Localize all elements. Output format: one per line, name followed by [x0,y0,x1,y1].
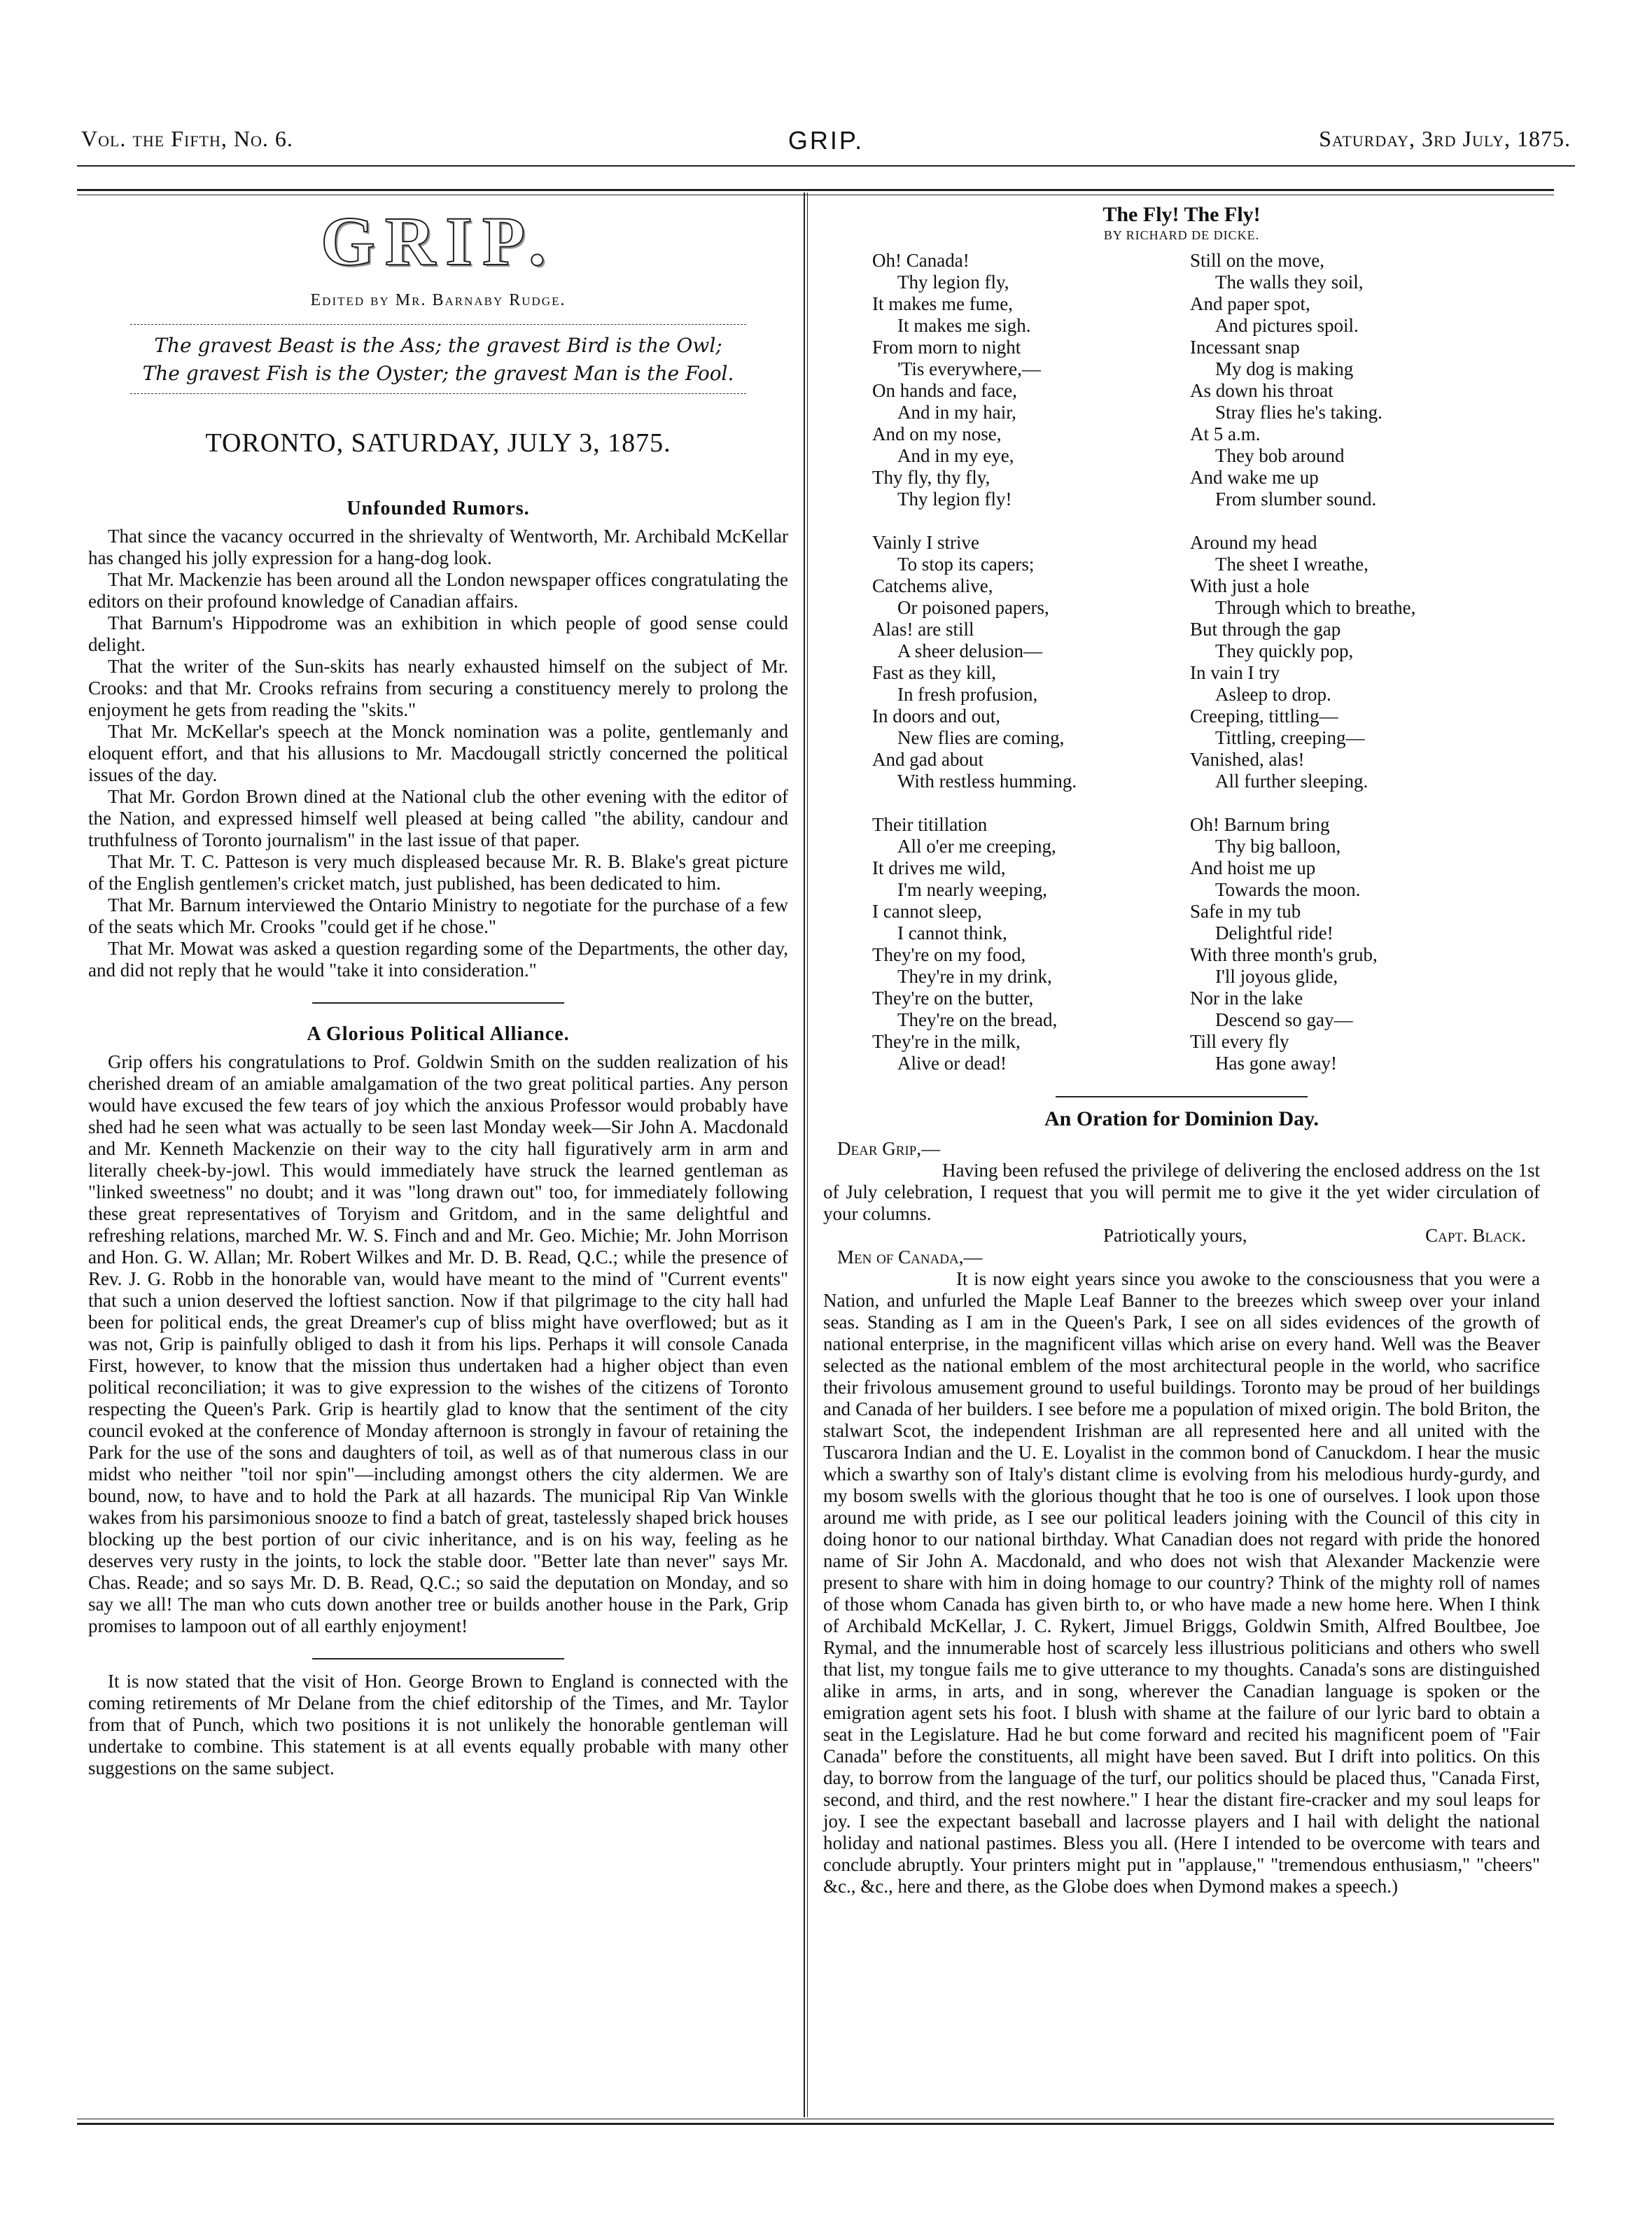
article-paragraph: That the writer of the Sun-skits has nearly exhausted himself on the subject of Mr. Crooks: and that Mr. Crooks refrains from securing a constituency merely to prolong the enjoyment he gets from reading the "skits." [88,656,788,720]
article-paragraph: That Mr. Mackenzie has been around all the London newspaper offices congratulating the editors on their profound knowledge of Canadian affairs. [88,569,788,612]
letter-intro: Having been refused the privilege of delivering the enclosed address on the 1st of July celebration, I request that you will permit me to give it the yet wider circulation of your columns. [823,1160,1540,1224]
column-divider [804,192,805,2117]
oration-body: It is now eight years since you awoke to the consciousness that you were a Nation, and unfurled the Maple Leaf Banner to the breezes which sweep over your inland seas. Standing as I am in the Queen's Park, I see on all sides evidences of the growth of national enterprise, in the magnificent villas which arise on every hand. Well was the Beaver selected as the national emblem of the most architectural people in the world, who sacrifice their frivolous amusement ground to useful buildings. Toronto may be proud of her buildings and Canada of her builders. I see before me a population of mixed origin. The bold Briton, the stalwart Scot, the independent Irishman are all represented here and all united with the Tuscarora Indian and the U. E. Loyalist in the common bond of Canuckdom. I hear the music which a swarthy son of Italy's distant clime is evolving from his melodious hurdy-gurdy, and my bosom swells with the glorious thought that he too is one of ourselves. I look upon those around me with pride, as I see our political leaders joining with the Council of this city in doing honor to our national birthday. What Canadian does not regard with pride the honored name of Sir John A. Macdonald, and who does not wish that Alexander Mackenzie were present to share with him in doing homage to our country? Think of the mighty roll of names of those whom Canada has given birth to, or who have made a new home here. When I think of Archibald McKellar, J. C. Rykert, Jimuel Briggs, Goldwin Smith, Alfred Boultbee, Joe Rymal, and the innumerable host of scarcely less illustrious politicians and others who swell that list, my tongue fails me to give utterance to my thoughts. Canada's sons are distinguished alike in arms, in arts, and in song, wherever the Canadian language is spoken or the emigration agent sets his foot. I blush with shame at the failure of our lyric bard to obtain a seat in the Legislature. Had he but come forward and recited his magnificent poem of "Fair Canada" before the constituents, all might have been saved. But I drift into politics. On this day, to borrow from the language of the turf, our politics should be placed thus, "Canada First, second, and third, and the rest nowhere." I hear the distant fire-cracker and my soul leaps for joy. I see the expectant baseball and lacrosse players and I hail with delight the national holiday and national pastimes. Bless you all. (Here I intended to be overcome with tears and conclude abruptly. Your printers might put in "applause," "tremendous enthusiasm," "cheers" &c., &c., here and there, as the Globe does when Dymond makes a speech.) [823,1268,1540,1897]
poem-line: Their titillation [872,814,988,835]
poem-line: It drives me wild, [872,857,1006,878]
poem-line: Or poisoned papers, [897,597,1049,618]
volume-number: Vol. the Fifth, No. 6. [81,126,293,151]
poem-line: They're on the butter, [872,988,1034,1009]
poem-line: Thy legion fly, [897,272,1009,293]
motto-line: The gravest Fish is the Oyster; the gravest Man is the Fool. [142,362,734,385]
section-rule [1056,1096,1308,1097]
poem-line: Delightful ride! [1215,922,1334,943]
left-column [88,203,788,1800]
poem-line: Thy fly, thy fly, [872,467,990,488]
poem-line: The walls they soil, [1215,272,1364,293]
poem-line: Still on the move, [1190,250,1324,271]
article-paragraph: It is now stated that the visit of Hon. George Brown to England is connected with the coming retirements of Mr Delane from the chief editorship of the Times, and Mr. Taylor from that of Punch, which two positions it is not unlikely the honorable gentleman will undertake to combine. This statement is at all events equally probable with many other suggestions on the same subject. [88,1671,788,1778]
poem-line: They're on the bread, [897,1009,1058,1030]
letter-signoff [823,1225,1540,1247]
poem-line: From slumber sound. [1215,489,1377,510]
poem-line: Tittling, creeping— [1215,727,1365,748]
poem-line: Nor in the lake [1190,988,1303,1009]
poem-line: Oh! Canada! [872,250,969,271]
poem-line: And on my nose, [872,423,1002,444]
poem-line: Around my head [1190,532,1317,553]
poem-line: Stray flies he's taking. [1215,402,1382,423]
poem [823,250,1540,1096]
poem-line: With restless humming. [897,771,1077,792]
poem-column-right [1190,250,1498,1096]
column-divider-inner [807,192,808,2117]
unfounded-rumors-article [88,498,788,981]
letter-salutation: Dear Grip,— [837,1138,941,1159]
poem-title: The Fly! The Fly! [1102,203,1261,226]
poem-line: They're in the milk, [872,1031,1021,1052]
poem-line: Alas! are still [872,619,974,640]
masthead-editor: Edited by Mr. Barnaby Rudge. [310,291,566,309]
oration-address: Men of Canada,— [837,1247,983,1268]
poem-byline: BY RICHARD DE DICKE. [1103,228,1260,242]
poem-line: All o'er me creeping, [897,836,1056,857]
poem-line: It makes me sigh. [897,315,1031,336]
masthead-title: GRIP. [321,202,556,280]
oration-article [823,1107,1540,1897]
poem-line: Thy legion fly! [897,489,1012,510]
poem-line: I'll joyous glide, [1215,966,1338,987]
poem-line: And gad about [872,749,983,770]
poem-line: And pictures spoil. [1215,315,1359,336]
poem-line: On hands and face, [872,380,1017,401]
poem-line: They bob around [1215,445,1345,466]
poem-column-left [872,250,1180,1096]
article-paragraph: That since the vacancy occurred in the shrievalty of Wentworth, Mr. Archibald McKellar has changed his jolly expression for a hang-dog look. [88,526,788,568]
poem-line: In doors and out, [872,706,1000,727]
poem-line: Alive or dead! [897,1053,1007,1074]
poem-line: It makes me fume, [872,293,1013,314]
poem-line: And hoist me up [1190,857,1316,878]
poem-line: The sheet I wreathe, [1215,554,1368,575]
poem-line: My dog is making [1215,358,1354,379]
article-heading: Unfounded Rumors. [346,498,530,519]
poem-line: But through the gap [1190,619,1341,640]
poem-line: And in my hair, [897,402,1016,423]
article-paragraph: That Mr. Mowat was asked a question regarding some of the Departments, the other day, and did not reply that he would "take it into consideration." [88,938,788,981]
masthead-rule-bottom [130,393,746,394]
issue-date: Saturday, 3rd July, 1875. [1319,126,1571,151]
poem-line: Safe in my tub [1190,901,1301,922]
poem-line: From morn to night [872,337,1021,358]
article-paragraph: That Barnum's Hippodrome was an exhibition in which people of good sense could delight. [88,612,788,655]
article-paragraph: Grip offers his congratulations to Prof. Goldwin Smith on the sudden realization of his cherished dream of an amiable amalgamation of the two great political parties. Any person would have excused the few tears of joy which the anxious Professor would probably have shed had he seen what was actually to be seen last Monday week—Sir John A. Macdonald and Mr. Kenneth Mackenzie on their way to the city hall figuratively arm in arm and literally cheek-by-jowl. This would immediately have struck the learned gentleman as "linked sweetness" no doubt; and it was "long drawn out" too, for immediately following these great representatives of Toryism and Gritdom, and in the same delightful and refreshing relations, marched Mr. W. S. Finch and and Mr. Geo. Michie; Mr. John Morrison and Hon. G. W. Allan; Mr. Robert Wilkes and Mr. D. B. Read, Q.C.; while the presence of Rev. J. G. Robb in the honorable van, would have meant to the mind of "Current events" that such a union deserved the loftiest sanction. Now if that pilgrimage to the city hall had been for political ends, the great Dreamer's cup of bliss might have overflowed; but as it was not, Grip is painfully obliged to dash it from his lips. Perhaps it will console Canada First, however, to know that the mission thus undertaken had a higher object than even political reconciliation; it was to give expression to the wishes of the citizens of Toronto respecting the Queen's Park. Grip is heartily glad to know that the sentiment of the city council evoked at the conference of Monday afternoon is strongly in favour of retaining the Park for the use of the sons and daughters of toil, as well as of that numerous class in our midst who neither "toil nor spin"—including amongst others the city aldermen. We are bound, now, to have and to hold the Park at all hazards. The municipal Rip Van Winkle wakes from his parsimonious snooze to find a batch of great, tastelessly shaped brick houses blocking up the best portion of our civic inheritance, and is on his way, feeling as he deserves very rusty in the joints, to lock the stable door. "Better late than never" says Mr. Chas. Reade; and so says Mr. D. B. Read, Q.C.; so said the deputation on Monday, and so say we all! The man who cuts down another tree or builds another house in the Park, Grip promises to lampoon out of all earthly enjoyment! [88,1051,788,1636]
george-brown-note [88,1671,788,1779]
poem-line: Towards the moon. [1215,879,1361,900]
poem-line: They're on my food, [872,944,1026,965]
signoff-text: Patriotically yours, [1103,1225,1247,1246]
poem-stanza [872,250,1180,510]
poem-line: 'Tis everywhere,— [897,358,1041,379]
poem-line: To stop its capers; [897,554,1035,575]
poem-line: All further sleeping. [1215,771,1368,792]
poem-line: Fast as they kill, [872,662,996,683]
article-paragraph: That Mr. T. C. Patteson is very much displeased because Mr. R. B. Blake's great picture of the English gentlemen's cricket match, just published, has been dedicated to him. [88,851,788,894]
poem-line: As down his throat [1190,380,1334,401]
section-rule [312,1002,564,1004]
poem-line: And in my eye, [897,445,1014,466]
poem-line: Through which to breathe, [1215,597,1416,618]
poem-stanza [1190,532,1498,792]
poem-line: Asleep to drop. [1215,684,1331,705]
poem-line: I cannot sleep, [872,901,982,922]
poem-line: Catchems alive, [872,575,993,596]
section-rule [312,1658,564,1659]
political-alliance-article [88,1023,788,1637]
article-paragraph: That Mr. McKellar's speech at the Monck nomination was a polite, gentlemanly and eloquent effort, and that his allusions to Mr. Macdougall strictly concerned the political issues of the day. [88,721,788,785]
poem-line: In vain I try [1190,662,1280,683]
poem-line: Has gone away! [1215,1053,1337,1074]
header-rule [77,165,1575,167]
article-paragraph: That Mr. Gordon Brown dined at the National club the other evening with the editor of the Nation, and expressed himself well pleased at being called "the ability, candour and truthfulness of Toronto journalism" in the last issue of that paper. [88,786,788,850]
poem-line: I cannot think, [897,922,1007,943]
running-title: GRIP. [788,126,864,155]
article-paragraph: That Mr. Barnum interviewed the Ontario Ministry to negotiate for the purchase of a few of the seats which Mr. Crooks "could get if he chose." [88,894,788,937]
poem-line: They're in my drink, [897,966,1052,987]
poem-line: At 5 a.m. [1190,423,1261,444]
poem-line: Vainly I strive [872,532,979,553]
dateline: TORONTO, SATURDAY, JULY 3, 1875. [205,428,671,458]
poem-line: Incessant snap [1190,337,1300,358]
poem-line: Creeping, tittling— [1190,706,1338,727]
running-head [81,126,1571,168]
poem-line: With just a hole [1190,575,1310,596]
poem-line: They quickly pop, [1215,640,1354,661]
motto-line: The gravest Beast is the Ass; the gravest Bird is the Owl; [154,334,722,357]
poem-line: Till every fly [1190,1031,1289,1052]
poem-stanza [1190,250,1498,510]
poem-stanza [872,532,1180,792]
poem-line: And wake me up [1190,467,1319,488]
poem-stanza [1190,814,1498,1074]
poem-line: I'm nearly weeping, [897,879,1048,900]
article-heading: A Glorious Political Alliance. [307,1023,570,1045]
signoff-signature: Capt. Black. [1425,1225,1526,1246]
poem-line: Thy big balloon, [1215,836,1341,857]
article-heading: An Oration for Dominion Day. [1044,1107,1319,1130]
poem-line: New flies are coming, [897,727,1065,748]
right-column [823,203,1540,1897]
masthead-motto [88,325,788,393]
poem-line: In fresh profusion, [897,684,1038,705]
poem-line: Oh! Barnum bring [1190,814,1330,835]
poem-line: With three month's grub, [1190,944,1378,965]
poem-line: A sheer delusion— [897,640,1042,661]
poem-line: Vanished, alas! [1190,749,1305,770]
poem-line: And paper spot, [1190,293,1310,314]
poem-line: Descend so gay— [1215,1009,1353,1030]
poem-stanza [872,814,1180,1074]
